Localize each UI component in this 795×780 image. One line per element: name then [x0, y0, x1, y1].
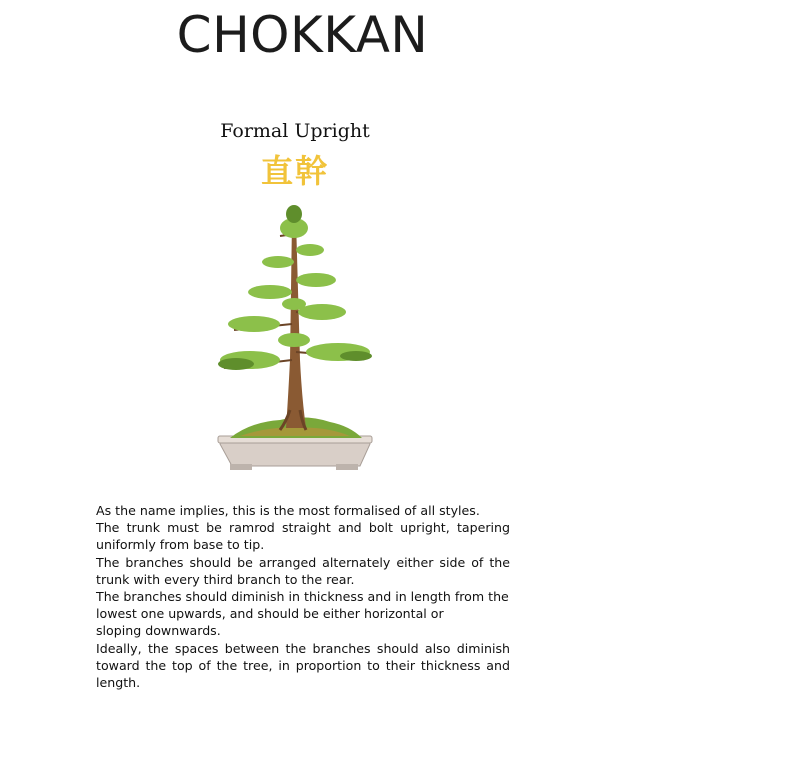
style-name: Formal Upright [220, 120, 370, 142]
description-line: The trunk must be ramrod straight and bolt upright, tapering uniformly from base to tip. [96, 520, 510, 553]
description-line: The branches should diminish in thickness and in length from the lowest one upwards, and should be either horizontal or [96, 589, 509, 622]
description-line: The branches should be arranged alternately either side of the trunk with every third branch to the rear. [96, 554, 510, 587]
bonsai-pot [218, 436, 372, 470]
description [96, 502, 510, 691]
page-title: CHOKKAN [176, 6, 429, 64]
description-line: As the name implies, this is the most formalised of all styles. [96, 503, 480, 518]
description-line: sloping downwards. [96, 623, 221, 639]
description-line: Ideally, the spaces between the branches should also diminish toward the top of the tree, in proportion to their thickness and length. [96, 640, 510, 691]
kanji-title: 直幹 [260, 152, 329, 190]
bonsai-tree-illustration [210, 200, 380, 480]
